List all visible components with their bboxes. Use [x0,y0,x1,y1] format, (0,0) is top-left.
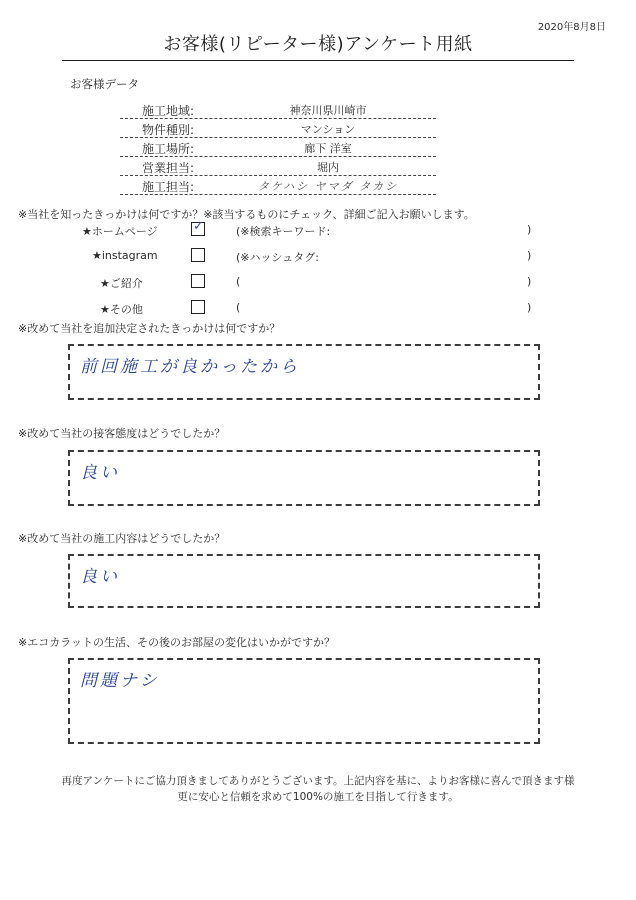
option-close-other: ) [527,301,532,314]
option-row-homepage [0,220,636,242]
info-value-area: 神奈川県川崎市 [289,104,367,117]
question-how-found: ※当社を知ったきっかけは何ですか？※該当するものにチェック、詳細ご記入お願いします。 [18,208,475,221]
option-close-homepage: ) [527,223,532,236]
customer-data-heading: お客様データ [70,77,139,91]
customer-data-table [120,100,436,195]
answer-text-reason: 前回施工が良かったから [80,357,300,377]
info-value-property-type: マンション [300,123,356,136]
info-value-installer: タケハシ ヤマダ タカシ [257,180,399,193]
question-service: ※改めて当社の接客態度はどうでしたか？ [18,427,226,440]
answer-box-reason[interactable] [68,344,540,400]
check-mark-icon: ✓ [193,219,204,234]
option-detail-referral: ( [236,275,241,288]
footer-line-1: 再度アンケートにご協力頂きましてありがとうございます。上記内容を基に、よりお客様に喜んで頂きます様 [61,775,575,787]
info-row-area [120,100,436,119]
info-row-location [120,138,436,157]
option-label-homepage: ★ホームページ [82,225,158,238]
question-reason: ※改めて当社を追加決定されたきっかけは何ですか？ [18,322,281,335]
answer-box-service[interactable] [68,450,540,506]
answer-text-room-change: 問題ナシ [80,671,160,691]
option-detail-homepage: (※検索キーワード: [236,225,331,238]
answer-text-service: 良い [80,463,120,483]
info-label-sales-rep: 営業担当: [142,161,195,175]
option-detail-instagram: (※ハッシュタグ: [236,251,319,264]
info-label-installer: 施工担当: [142,180,195,194]
info-label-property-type: 物件種別: [142,123,195,137]
footer-line-2: 更に安心と信頼を求めて100%の施工を目指して行きます。 [177,791,459,803]
checkbox-instagram[interactable] [191,248,205,262]
info-value-sales-rep: 堀内 [317,161,339,174]
checkbox-other[interactable] [191,300,205,314]
info-label-location: 施工場所: [142,142,195,156]
option-close-referral: ) [527,275,532,288]
info-row-property-type [120,119,436,138]
info-row-sales-rep [120,157,436,176]
question-room-change: ※エコカラットの生活、その後のお部屋の変化はいかがですか？ [18,636,335,649]
option-row-referral [0,272,636,294]
option-detail-other: ( [236,301,241,314]
info-label-area: 施工地域: [142,104,195,118]
option-row-other [0,298,636,320]
option-row-instagram [0,246,636,268]
checkbox-referral[interactable] [191,274,205,288]
answer-box-work-quality[interactable] [68,554,540,608]
option-close-instagram: ) [527,249,532,262]
page-title: お客様(リピーター様)アンケート用紙 [163,34,473,55]
checkbox-homepage[interactable] [191,219,205,236]
option-label-instagram: ★instagram [92,249,158,262]
answer-text-work-quality: 良い [80,567,120,587]
answer-box-room-change[interactable] [68,658,540,744]
info-value-location: 廊下 洋室 [304,142,352,155]
option-label-other: ★その他 [100,303,143,316]
survey-date: 2020年8月8日 [537,22,606,33]
option-label-referral: ★ご紹介 [100,277,143,290]
question-work-quality: ※改めて当社の施工内容はどうでしたか？ [18,532,226,545]
title-area [62,30,574,61]
info-row-installer [120,176,436,195]
